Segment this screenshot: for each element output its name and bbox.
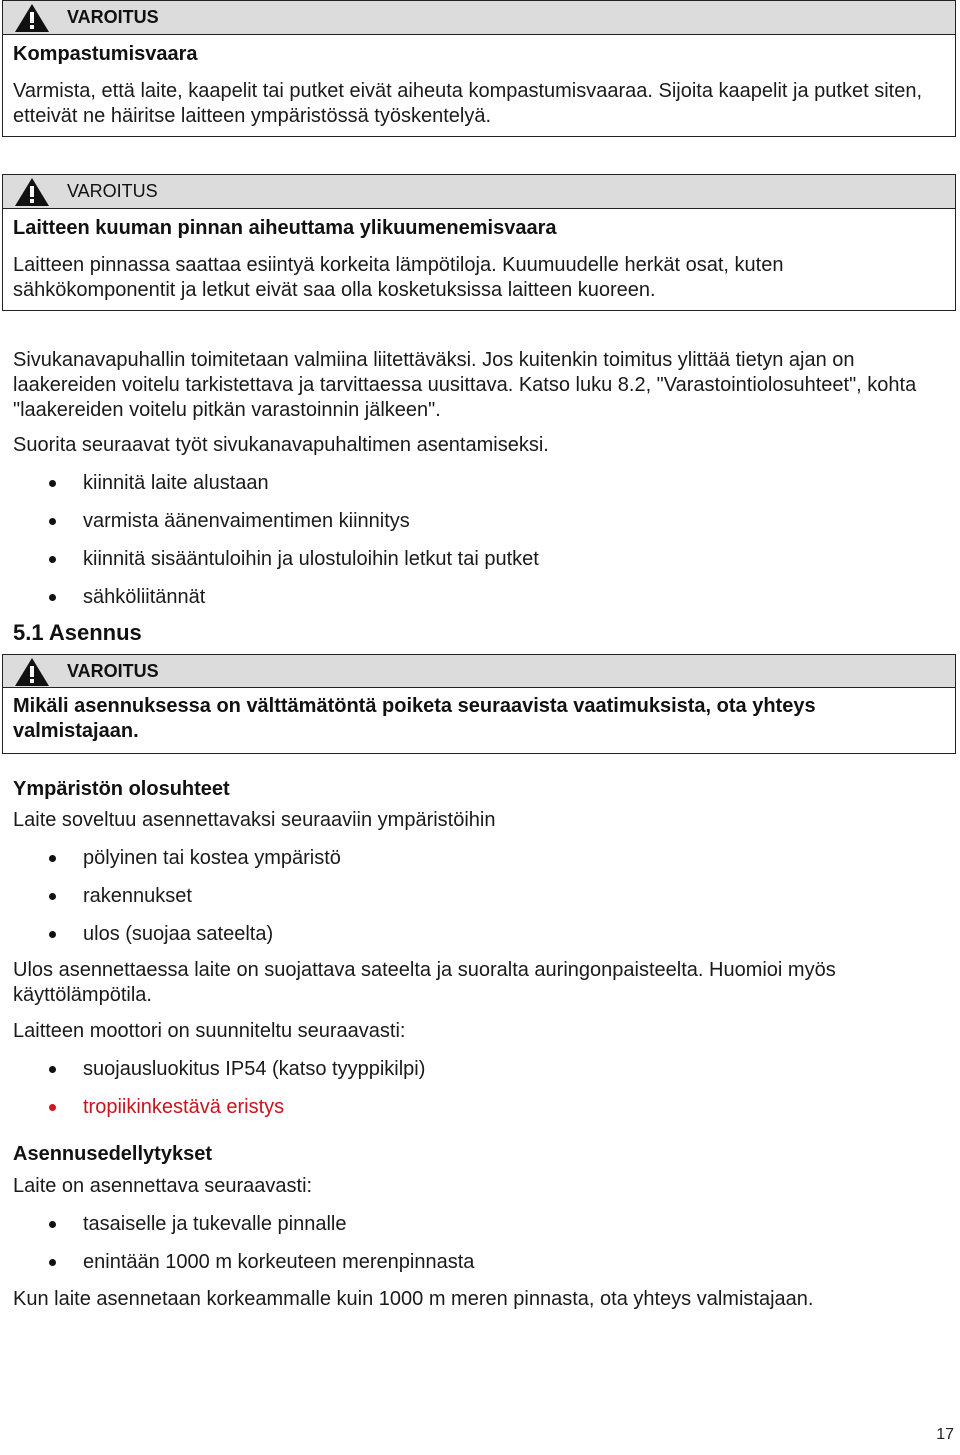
warning-triangle-icon [13,656,51,688]
bullet-icon [49,931,56,938]
bullet-icon [49,518,56,525]
requirements-heading: Asennusedellytykset [13,1143,212,1165]
warning-triangle-icon [13,2,51,34]
warning-label: VAROITUS [67,661,159,681]
outdoor-note: Ulos asennettaessa laite on suojattava sateelta ja suoralta auringonpaisteelta. Huomioi myös käyttölämpötila. [13,959,836,1006]
warning-header [3,1,955,35]
warning-header [3,655,955,688]
bullet-icon [49,1066,56,1073]
warning-title: Kompastumisvaara [13,43,198,65]
list-item: tasaiselle ja tukevalle pinnalle [0,1212,940,1250]
intro-paragraph: Sivukanavapuhallin toimitetaan valmiina liitettäväksi. Jos kuitenkin toimitus ylittää tietyn ajan on laakereiden voitelu tarkistettava ja tarvittaessa uusittava. Katso luku 8.2, "Varastointiolosuhteet", kohta "laakereiden voitelu pitkän varastoinnin jälkeen". [13,349,917,421]
warning-header [3,175,955,209]
bullet-icon [49,1259,56,1266]
warning-text: Laitteen pinnassa saattaa esiintyä korkeita lämpötiloja. Kuumuudelle herkät osat, kuten sähkökomponentit ja letkut eivät saa olla kosketuksissa laitteen kuoreen. [13,254,784,301]
environment-heading: Ympäristön olosuhteet [13,778,230,800]
warning-text: Varmista, että laite, kaapelit tai putket eivät aiheuta kompastumisvaaraa. Sijoita kaapelit ja putket siten, etteivät ne häiritse laitteen ympäristössä työskentelyä. [13,80,923,127]
bullet-icon [49,893,56,900]
list-item: pölyinen tai kostea ympäristö [0,846,940,884]
bullet-icon [49,480,56,487]
warning-triangle-icon [13,176,51,208]
requirements-list [0,1212,940,1288]
warning-box-hot-surface [2,174,956,311]
list-item: ulos (suojaa sateelta) [0,922,940,960]
environment-list [0,846,940,960]
bullet-icon [49,1104,56,1111]
bullet-icon [49,855,56,862]
list-item-highlighted: tropiikinkestävä eristys [0,1095,940,1133]
warning-title: Laitteen kuuman pinnan aiheuttama ylikuumenemisvaara [13,217,557,239]
motor-list [0,1057,940,1133]
motor-lead: Laitteen moottori on suunniteltu seuraavasti: [13,1020,406,1042]
list-item: suojausluokitus IP54 (katso tyyppikilpi) [0,1057,940,1095]
list-item: kiinnitä laite alustaan [0,471,940,509]
list-item: sähköliitännät [0,585,940,623]
list-item: varmista äänenvaimentimen kiinnitys [0,509,940,547]
warning-label: VAROITUS [67,7,159,27]
bullet-icon [49,556,56,563]
list-item: rakennukset [0,884,940,922]
warning-box-installation [2,654,956,754]
bullet-icon [49,594,56,601]
warning-box-tripping [2,0,956,137]
requirements-note: Kun laite asennetaan korkeammalle kuin 1000 m meren pinnasta, ota yhteys valmistajaan. [13,1288,814,1310]
page-number: 17 [936,1426,954,1443]
list-item: enintään 1000 m korkeuteen merenpinnasta [0,1250,940,1288]
section-heading: 5.1 Asennus [13,620,142,645]
warning-label: VAROITUS [67,181,158,201]
intro-instruction: Suorita seuraavat työt sivukanavapuhaltimen asentamiseksi. [13,434,549,456]
task-list [0,471,940,623]
environment-lead: Laite soveltuu asennettavaksi seuraaviin ympäristöihin [13,809,496,831]
warning-title: Mikäli asennuksessa on välttämätöntä poiketa seuraavista vaatimuksista, ota yhteys valmistajaan. [13,695,816,742]
bullet-icon [49,1221,56,1228]
requirements-lead: Laite on asennettava seuraavasti: [13,1175,313,1197]
list-item: kiinnitä sisääntuloihin ja ulostuloihin letkut tai putket [0,547,940,585]
